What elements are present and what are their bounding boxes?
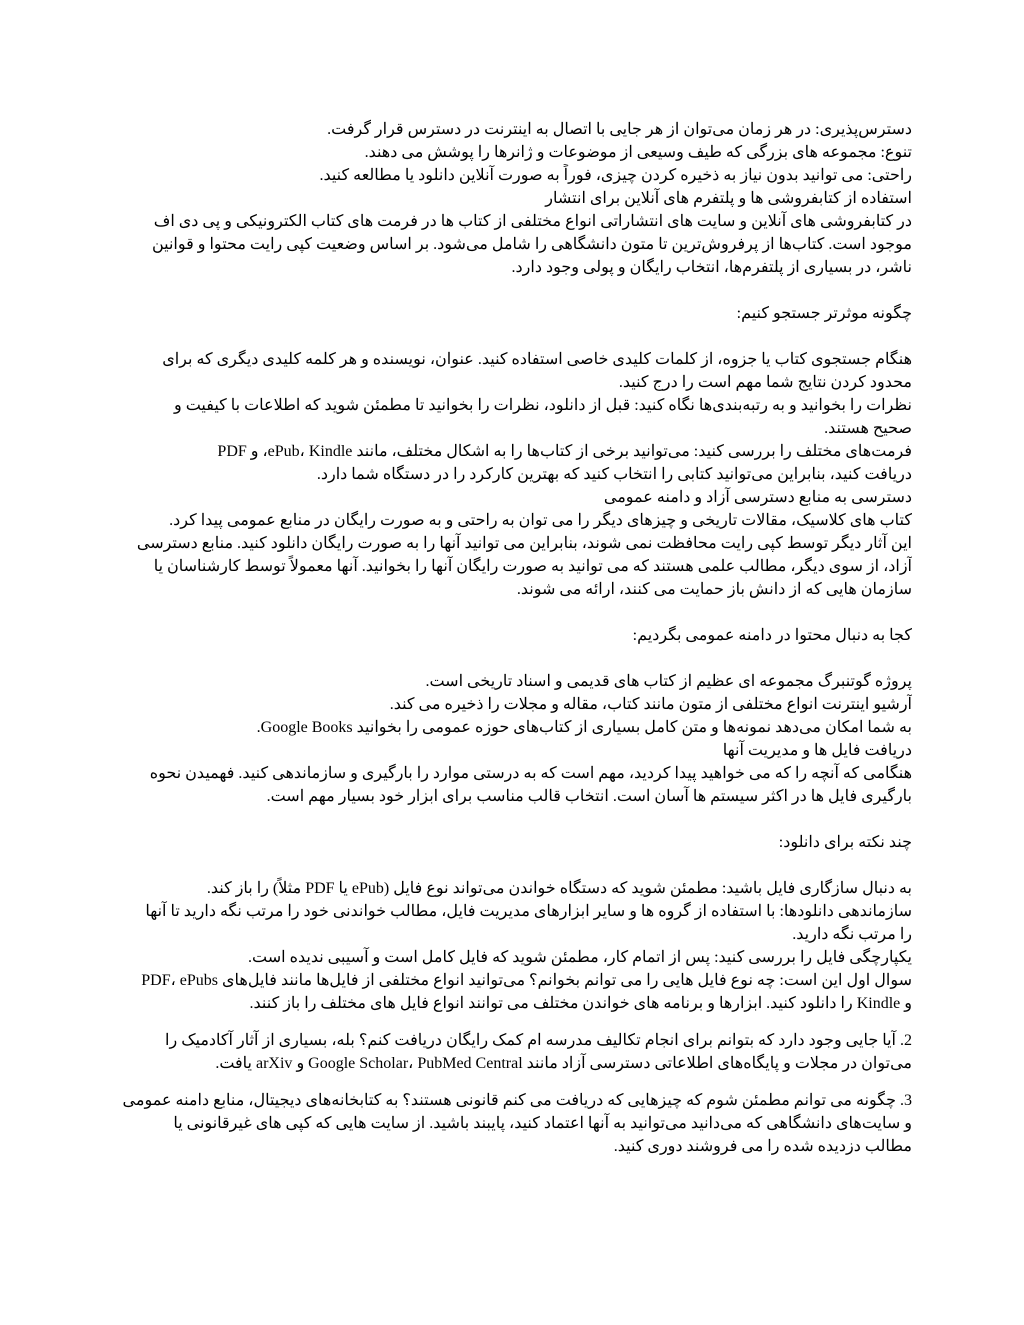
text-line: هنگام جستجوی کتاب یا جزوه، از کلمات کلیدی خاصی استفاده کنید. عنوان، نویسنده و هر کلمه کلیدی دیگری که برای [162, 351, 912, 368]
text-line: دریافت کنید، بنابراین می‌توانید کتابی را انتخاب کنید که بهترین کارکرد را در دستگاه شما دارد. [316, 466, 912, 483]
text-line: فرمت‌های مختلف را بررسی کنید: می‌توانید برخی از کتاب‌ها را به اشکال مختلف، مانند ePub، Kindle، و PDF [217, 443, 912, 460]
paragraph-gap [112, 325, 912, 348]
text-line: دسترس‌پذیری: در هر زمان می‌توان از هر جایی با اتصال به اینترنت در دسترس قرار گرفت. [327, 121, 912, 138]
text-line: راحتی: می توانید بدون نیاز به ذخیره کردن چیزی، فوراً به صورت آنلاین دانلود یا مطالعه کنید. [319, 167, 912, 184]
text-line: ناشر، در بسیاری از پلتفرم‌ها، انتخاب رایگان و پولی وجود دارد. [511, 259, 912, 276]
text-line: چند نکته برای دانلود: [778, 834, 912, 851]
text-line: به دنبال سازگاری فایل باشید: مطمئن شوید که دستگاه خواندن می‌تواند نوع فایل (ePub یا PDF مثلاً) را باز کند. [206, 880, 912, 897]
text-line: پروژه گوتنبرگ مجموعه ای عظیم از کتاب های قدیمی و اسناد تاریخی است. [425, 673, 912, 690]
paragraph-gap [112, 601, 912, 624]
text-line: موجود است. کتاب‌ها از پرفروش‌ترین تا متون دانشگاهی را شامل می‌شود. بر اساس وضعیت کپی رایت محتوا و قوانین [151, 236, 912, 253]
text-line: دریافت فایل ها و مدیریت آنها [722, 742, 912, 759]
text-line: و Kindle را دانلود کنید. ابزارها و برنامه های خواندن مختلف می توانند انواع فایل های مختلف را باز کنند. [249, 995, 912, 1012]
text-line: این آثار دیگر توسط کپی رایت محافظت نمی شوند، بنابراین می توانید آنها را به صورت رایگان دانلود کنید. منابع دسترسی [136, 535, 912, 552]
text-line: آرشیو اینترنت انواع مختلفی از متون مانند کتاب، مقاله و مجلات را ذخیره می کند. [389, 696, 912, 713]
text-line: چگونه موثرتر جستجو کنیم: [736, 305, 912, 322]
text-line: به شما امکان می‌دهد نمونه‌ها و متن کامل بسیاری از کتاب‌های حوزه عمومی را بخوانید Google Books. [256, 719, 912, 736]
text-line: کجا به دنبال محتوا در دامنه عمومی بگردیم: [632, 627, 912, 644]
text-line: 3. چگونه می توانم مطمئن شوم که چیزهایی که دریافت می کنم قانونی هستند؟ به کتابخانه‌های دیجیتال، منابع دامنه عمومی [122, 1092, 912, 1109]
text-line: 2. آیا جایی وجود دارد که بتوانم برای انجام تکالیف مدرسه ام کمک رایگان دریافت کنم؟ بله، بسیاری از آثار آکادمیک را [165, 1032, 912, 1049]
text-line: یکپارچگی فایل را بررسی کنید: پس از اتمام کار، مطمئن شوید که فایل کامل است و آسیبی ندیده است. [248, 949, 912, 966]
paragraph-gap [112, 279, 912, 302]
text-line: سازمان هایی که از دانش باز حمایت می کنند، ارائه می شوند. [516, 581, 912, 598]
text-line: و سایت‌های دانشگاهی که می‌دانید می‌توانید به آنها اعتماد کنید، پایبند باشید. از سایت هایی که کپی های غیرقانونی یا [173, 1115, 912, 1132]
text-line: دسترسی به منابع دسترسی آزاد و دامنه عمومی [603, 489, 912, 506]
paragraph-gap [112, 808, 912, 831]
text-line: استفاده از کتابفروشی ها و پلتفرم های آنلاین برای انتشار [545, 190, 912, 207]
text-line: صحیح هستند. [824, 420, 912, 437]
text-line: می‌توان در مجلات و پایگاه‌های اطلاعاتی دسترسی آزاد مانند Google Scholar، PubMed Central و arXiv یافت. [215, 1055, 912, 1072]
paragraph-gap [112, 647, 912, 670]
text-line: محدود کردن نتایج شما مهم است را درج کنید. [618, 374, 912, 391]
text-line: در کتابفروشی های آنلاین و سایت های انتشاراتی انواع مختلفی از کتاب ها در فرمت های کتاب الکترونیکی و پی دی اف [153, 213, 912, 230]
paragraph-gap [112, 1075, 912, 1089]
text-line: کتاب های کلاسیک، مقالات تاریخی و چیزهای دیگر را می توان به راحتی و به صورت رایگان در منابع عمومی پیدا کرد. [169, 512, 912, 529]
text-line: را مرتب نگه دارید. [792, 926, 912, 943]
text-line: نظرات را بخوانید و به رتبه‌بندی‌ها نگاه کنید: قبل از دانلود، نظرات را بخوانید تا مطمئن شوید که اطلاعات با کیفیت و [173, 397, 912, 414]
text-line: سازماندهی دانلودها: با استفاده از گروه ها و سایر ابزارهای مدیریت فایل، مطالب خواندنی خود را مرتب نگه دارید تا آنها [145, 903, 912, 920]
text-line: تنوع: مجموعه های بزرگی که طیف وسیعی از موضوعات و ژانرها را پوشش می دهند. [364, 144, 912, 161]
document-page [112, 118, 912, 1158]
text-line: مطالب دزدیده شده را می فروشند دوری کنید. [613, 1138, 912, 1155]
text-line: آزاد، از سوی دیگر، مطالب علمی هستند که می توانید به صورت رایگان آنها را بخوانید. آنها معمولاً توسط کارشناسان یا [153, 558, 912, 575]
text-line: بارگیری فایل ها در اکثر سیستم ها آسان است. انتخاب قالب مناسب برای ابزار خود بسیار مهم است. [266, 788, 912, 805]
paragraph-gap [112, 1015, 912, 1029]
paragraph-gap [112, 854, 912, 877]
text-line: هنگامی که آنچه را که می خواهید پیدا کردید، مهم است که به درستی موارد را بارگیری و سازماندهی کنید. فهمیدن نحوه [149, 765, 912, 782]
text-line: سوال اول این است: چه نوع فایل هایی را می توانم بخوانم؟ می‌توانید انواع مختلفی از فایل‌ها مانند فایل‌های PDF، ePubs [141, 972, 912, 989]
